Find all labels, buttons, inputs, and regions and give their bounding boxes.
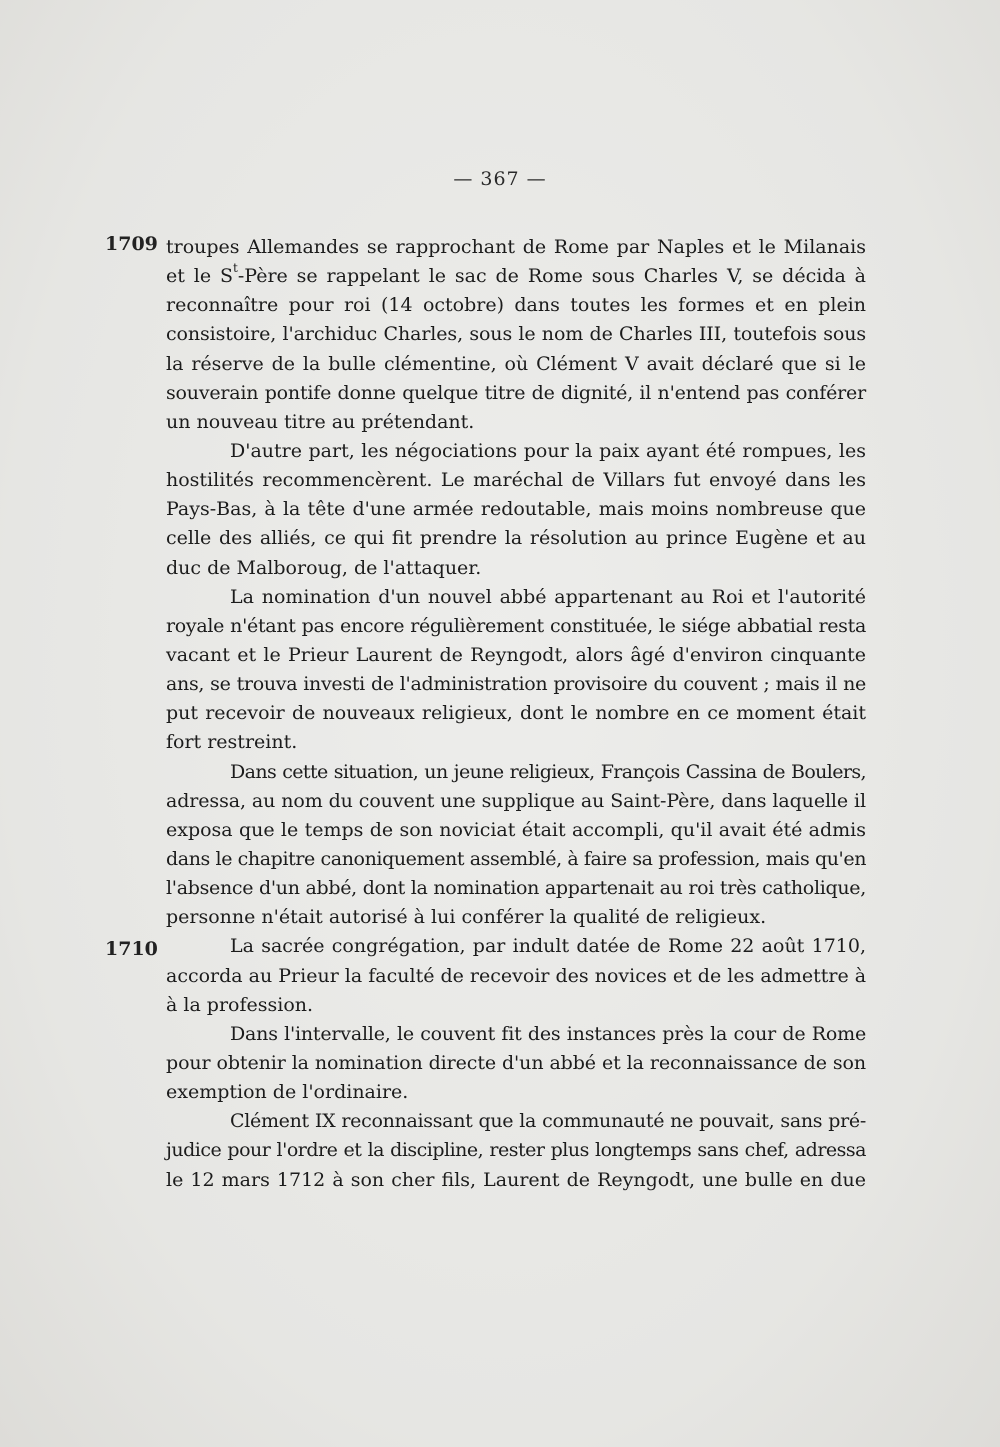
superscript: t	[233, 261, 238, 276]
margin-year-1709: 1709	[105, 233, 158, 255]
text-fragment: -Père se rappelant le sac de Rome sous Charles V, se décida à	[237, 265, 866, 288]
margin-year-1710: 1710	[105, 938, 158, 960]
paragraph-start-line: D'autre part, les négociations pour la paix ayant été rompues, les	[230, 439, 866, 462]
text-line: l'absence d'un abbé, dont la nomination appartenait au roi très catholique,	[166, 877, 866, 900]
body-text	[166, 233, 866, 1195]
text-line: ans, se trouva investi de l'administration provisoire du couvent ; mais il ne	[166, 673, 866, 696]
text-line: le 12 mars 1712 à son cher fils, Laurent de Reyngodt, une bulle en due	[166, 1168, 866, 1191]
text-line: consistoire, l'archiduc Charles, sous le nom de Charles III, toutefois sous	[166, 323, 866, 346]
text-line: la réserve de la bulle clémentine, où Clément V avait déclaré que si le	[166, 352, 866, 375]
text-line: royale n'étant pas encore régulièrement constituée, le siége abbatial resta	[166, 614, 866, 637]
paragraph-start-line: Dans cette situation, un jeune religieux, François Cassina de Boulers,	[230, 760, 866, 783]
text-line: accorda au Prieur la faculté de recevoir des novices et de les admettre à	[166, 964, 867, 987]
paragraph-start-line: La sacrée congrégation, par indult datée de Rome 22 août 1710,	[230, 935, 866, 958]
text-line: fort restreint.	[166, 731, 298, 754]
text-line: exemption de l'ordinaire.	[166, 1081, 409, 1104]
text-fragment: et le S	[166, 265, 234, 288]
text-line: adressa, au nom du couvent une supplique au Saint-Père, dans laquelle il	[166, 789, 866, 812]
paragraph-start-line: Clément IX reconnaissant que la communauté ne pouvait, sans pré-	[230, 1110, 866, 1133]
text-line: judice pour l'ordre et la discipline, rester plus longtemps sans chef, adressa	[166, 1139, 866, 1162]
text-line: troupes Allemandes se rapprochant de Rome par Naples et le Milanais	[166, 236, 866, 258]
page-number: — 367 —	[453, 168, 547, 190]
text-line: personne n'était autorisé à lui conférer la qualité de religieux.	[166, 906, 767, 929]
text-line	[166, 262, 866, 291]
text-line: exposa que le temps de son noviciat était accompli, qu'il avait été admis	[166, 818, 866, 841]
text-line: celle des alliés, ce qui fit prendre la résolution au prince Eugène et au	[166, 527, 866, 550]
text-line: dans le chapitre canoniquement assemblé, à faire sa profession, mais qu'en	[166, 847, 867, 870]
text-line: un nouveau titre au prétendant.	[166, 410, 475, 433]
text-line: reconnaître pour roi (14 octobre) dans toutes les formes et en plein	[166, 294, 866, 317]
text-line: duc de Malboroug, de l'attaquer.	[166, 556, 482, 579]
paragraph-start-line: Dans l'intervalle, le couvent fit des instances près la cour de Rome	[230, 1022, 866, 1045]
text-line: hostilités recommencèrent. Le maréchal de Villars fut envoyé dans les	[166, 469, 866, 492]
text-line: pour obtenir la nomination directe d'un abbé et la reconnaissance de son	[166, 1051, 866, 1074]
paragraph-start-line: La nomination d'un nouvel abbé appartenant au Roi et l'autorité	[230, 585, 866, 608]
text-line: souverain pontife donne quelque titre de dignité, il n'entend pas conférer	[166, 381, 866, 404]
text-line: Pays-Bas, à la tête d'une armée redoutable, mais moins nombreuse que	[166, 498, 866, 521]
text-line: à la profession.	[166, 993, 314, 1016]
text-line: put recevoir de nouveaux religieux, dont le nombre en ce moment était	[166, 702, 866, 725]
text-line: vacant et le Prieur Laurent de Reyngodt, alors âgé d'environ cinquante	[166, 643, 866, 666]
